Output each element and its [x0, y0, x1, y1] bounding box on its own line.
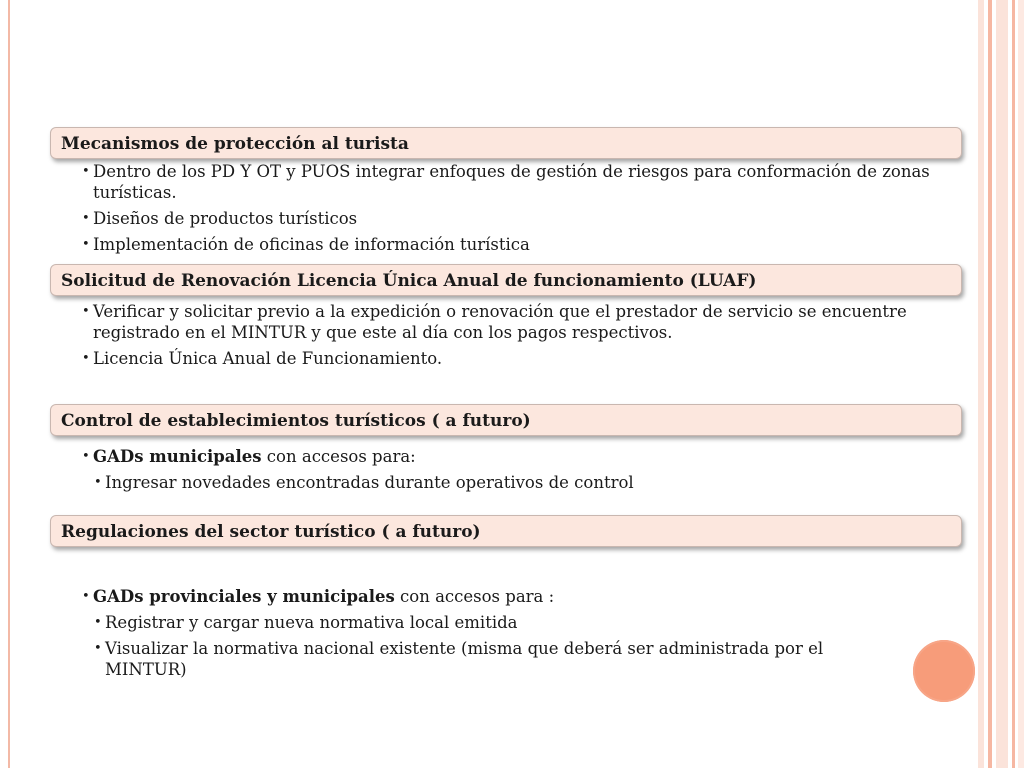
list-item: • Visualizar la normativa nacional existente (misma que deberá ser administrada por el MINTUR)	[82, 638, 905, 680]
section-header-control: Control de establecimientos turísticos ( a futuro)	[50, 404, 962, 436]
list-item: • Diseños de productos turísticos	[82, 208, 962, 229]
frame-right-stripe	[1018, 0, 1024, 768]
section-header-luaf: Solicitud de Renovación Licencia Única Anual de funcionamiento (LUAF)	[50, 264, 962, 296]
section-bullets-regulaciones	[82, 586, 962, 685]
list-item-lead	[82, 446, 962, 467]
section-bullets-mecanismos	[82, 161, 962, 260]
section-header-mecanismos: Mecanismos de protección al turista	[50, 127, 962, 159]
section-bullets-control	[82, 446, 962, 498]
lead-rest-text: con accesos para :	[394, 587, 555, 606]
frame-right-stripe	[1012, 0, 1015, 768]
frame-right-stripe	[996, 0, 1008, 768]
section-bullets-luaf	[82, 301, 962, 374]
section-header-regulaciones: Regulaciones del sector turístico ( a futuro)	[50, 515, 962, 547]
list-item: • Verificar y solicitar previo a la expedición o renovación que el prestador de servicio se encuentre registrado en el MINTUR y que este al día con los pagos respectivos.	[82, 301, 962, 343]
list-item: • Implementación de oficinas de información turística	[82, 234, 962, 255]
frame-left-line	[8, 0, 10, 768]
lead-rest-text: con accesos para:	[261, 447, 416, 466]
list-item-lead	[82, 586, 962, 607]
lead-bold-text: GADs municipales	[93, 447, 262, 466]
list-item: • Licencia Única Anual de Funcionamiento.	[82, 348, 962, 369]
list-item: • Ingresar novedades encontradas durante operativos de control	[82, 472, 962, 493]
list-item: • Registrar y cargar nueva normativa local emitida	[82, 612, 962, 633]
list-item: • Dentro de los PD Y OT y PUOS integrar enfoques de gestión de riesgos para conformación de zonas turísticas.	[82, 161, 962, 203]
lead-bold-text: GADs provinciales y municipales	[93, 587, 395, 606]
frame-right-stripe	[988, 0, 992, 768]
frame-right-stripe	[978, 0, 984, 768]
